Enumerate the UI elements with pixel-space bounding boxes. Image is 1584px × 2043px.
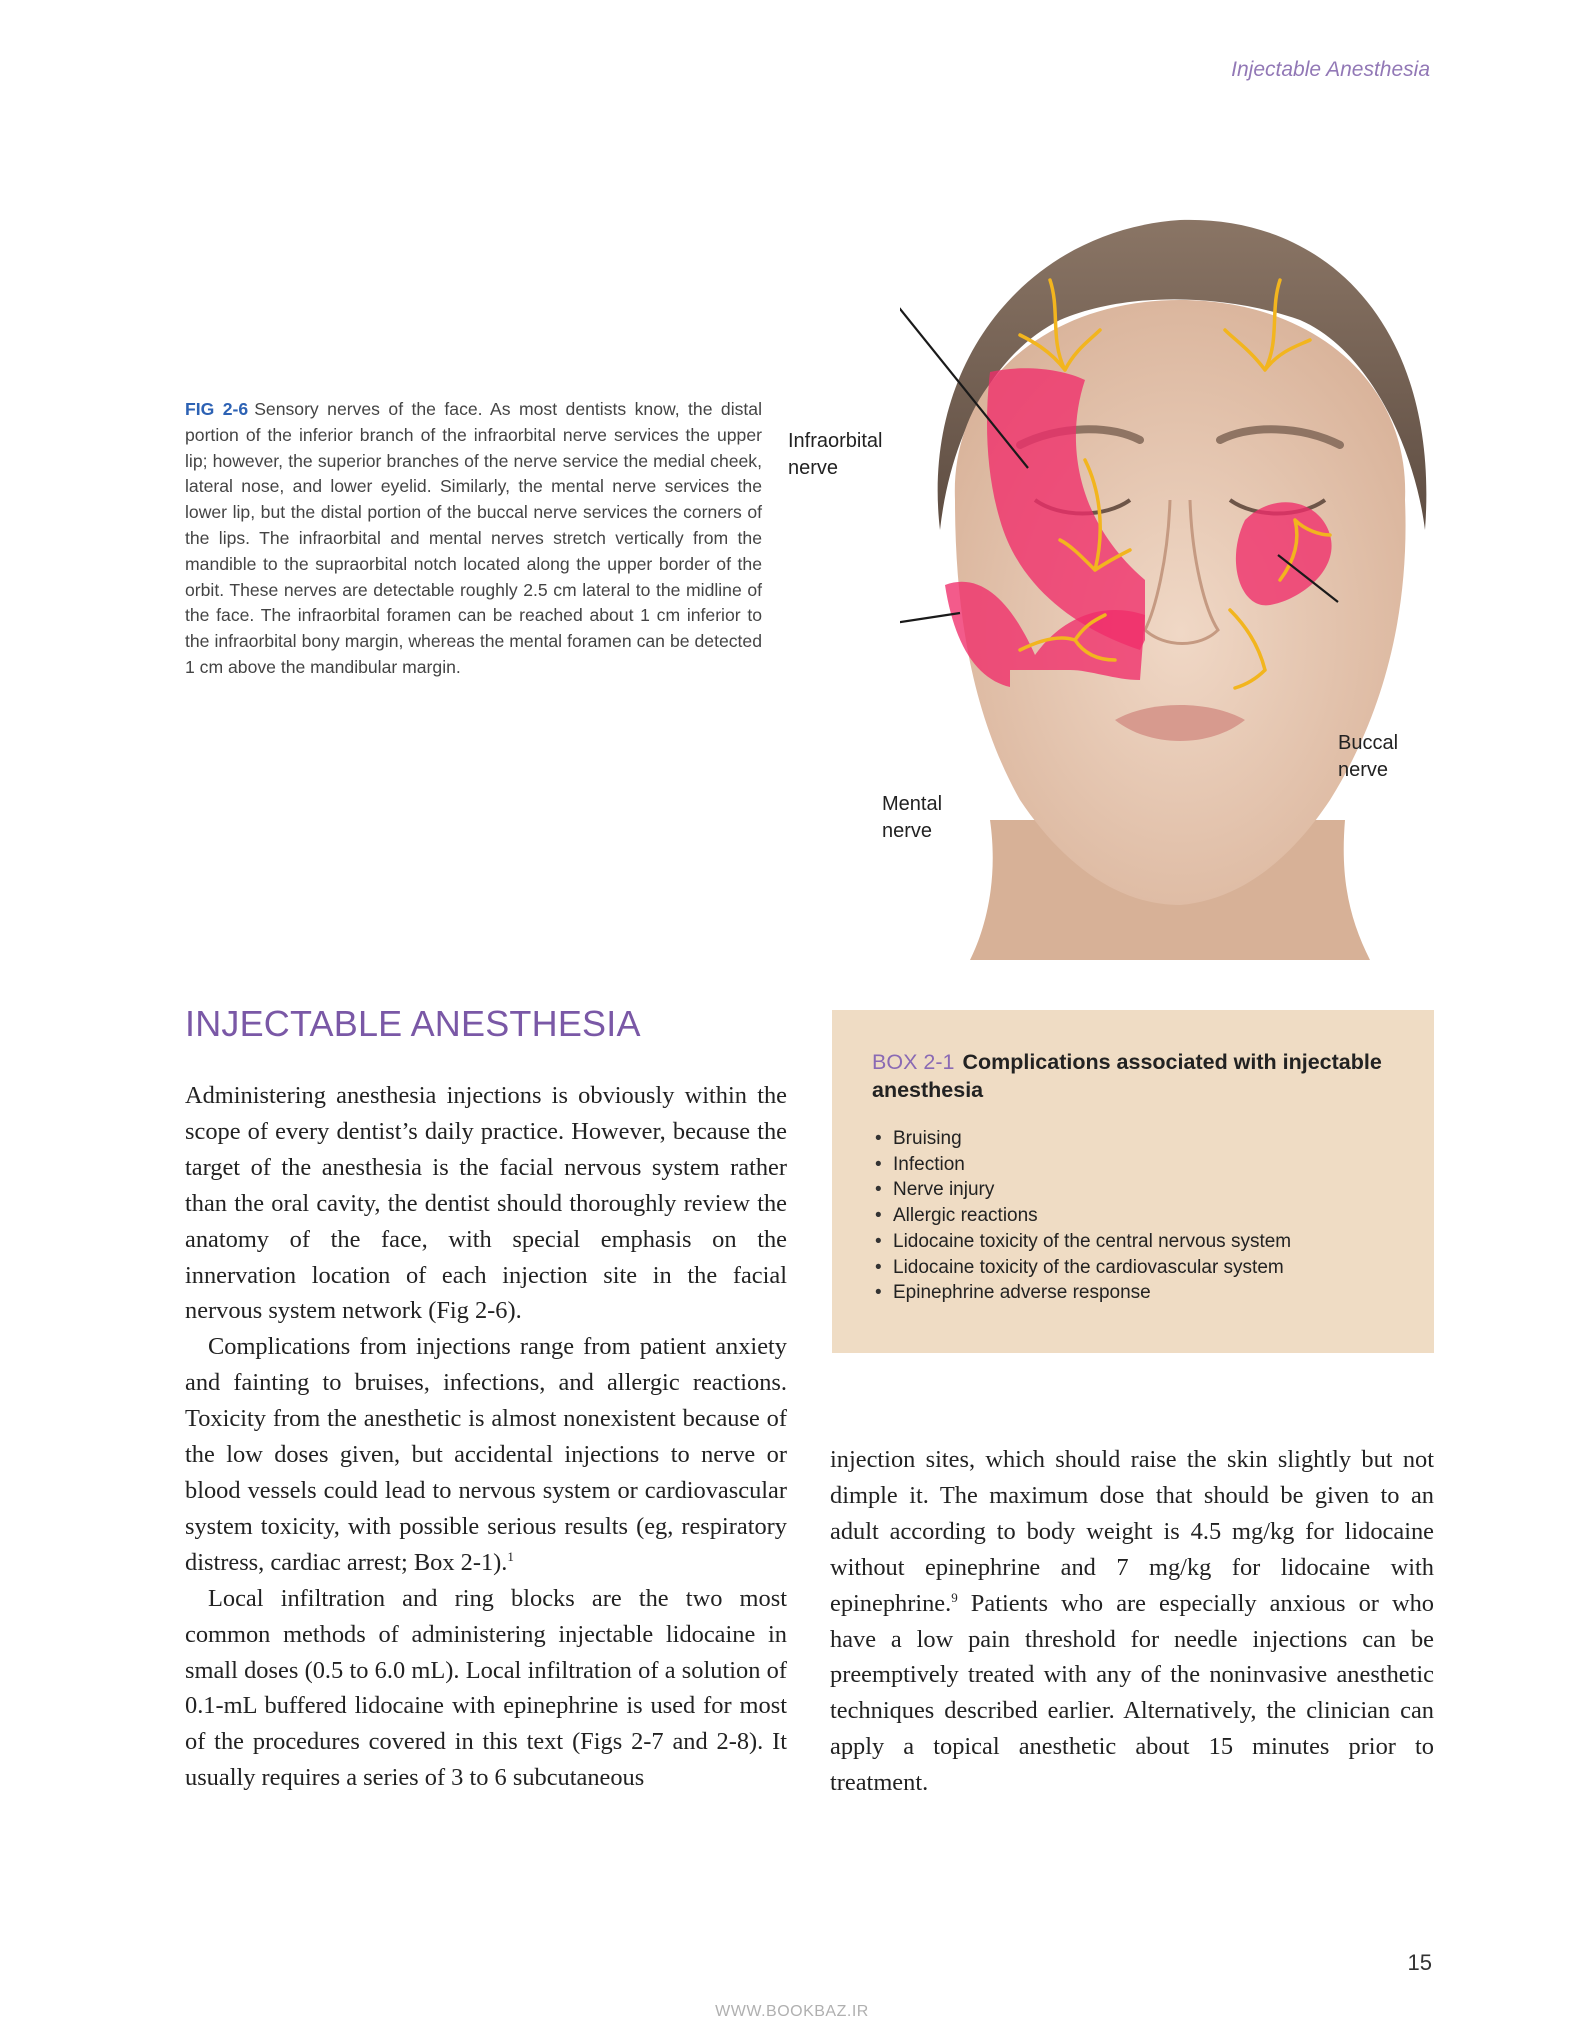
box-list-item: • Nerve injury xyxy=(872,1177,1394,1203)
box-list-item: • Bruising xyxy=(872,1126,1394,1152)
body-paragraph-2 xyxy=(185,1329,787,1580)
callout-mental xyxy=(882,791,942,845)
body-paragraph-4-text-b: Patients who are especially anxious or who have a low pain threshold for needle injections can be preemptively treated with any of the noninvasive anesthetic techniques described earlier. Alternatively, the clinician can apply a topical anesthetic about 15 minutes prior to treatment. xyxy=(830,1589,1434,1797)
section-heading: INJECTABLE ANESTHESIA xyxy=(185,1003,641,1044)
running-head: Injectable Anesthesia xyxy=(1231,58,1430,81)
box-title xyxy=(872,1048,1394,1104)
figure-caption xyxy=(185,397,762,681)
figure-caption-text: Sensory nerves of the face. As most dentists know, the distal portion of the inferior branch of the infraorbital nerve services the upper lip; however, the superior branches of the nerve service the medial cheek, lateral nose, and lower eyelid. Similarly, the mental nerve services the lower lip, but the distal portion of the buccal nerve services the corners of the lips. The infraorbital and mental nerves stretch vertically from the mandible to the supraorbital notch located along the upper border of the orbit. These nerves are detectable roughly 2.5 cm lateral to the midline of the face. The infraorbital foramen can be reached about 1 cm inferior to the infraorbital bony margin, whereas the mental foramen can be detected 1 cm above the mandibular margin. xyxy=(185,399,762,677)
callout-buccal-line2: nerve xyxy=(1338,759,1389,781)
box-list-item: • Lidocaine toxicity of the cardiovascular system xyxy=(872,1255,1394,1281)
figure-label: FIG 2-6 xyxy=(185,399,249,419)
callout-mental-line1: Mental xyxy=(882,793,943,815)
reference-superscript: 9 xyxy=(951,1589,958,1605)
callout-buccal-line1: Buccal xyxy=(1338,732,1399,754)
box-list-item: • Lidocaine toxicity of the central nervous system xyxy=(872,1229,1394,1255)
callout-infraorbital-line1: Infraorbital xyxy=(788,430,883,452)
callout-infraorbital-line2: nerve xyxy=(788,457,839,479)
box-label: BOX 2-1 xyxy=(872,1050,955,1074)
box-2-1 xyxy=(832,1010,1434,1353)
body-paragraph-1: Administering anesthesia injections is obviously within the scope of every dentist’s daily practice. However, because the target of the anesthesia is the facial nervous system rather than the oral cavity, the dentist should thoroughly review the anatomy of the face, with special emphasis on the innervation location of each injection site in the facial nervous system network (Fig 2-6). xyxy=(185,1082,787,1325)
watermark: WWW.BOOKBAZ.IR xyxy=(715,2003,869,2020)
box-list-item: • Allergic reactions xyxy=(872,1203,1394,1229)
body-paragraph-2-text: Complications from injections range from patient anxiety and fainting to bruises, infections, and allergic reactions. Toxicity from the anesthetic is almost nonexistent because of the low doses given, but accidental injections to nerve or blood vessels could lead to nervous system or cardiovascular system toxicity, with possible serious results (eg, respiratory distress, cardiac arrest; Box 2-1). xyxy=(185,1333,787,1576)
box-list-item: • Infection xyxy=(872,1152,1394,1178)
body-column-left xyxy=(185,1078,787,1796)
body-paragraph-3: Local infiltration and ring blocks are the two most common methods of administering injectable lidocaine in small doses (0.5 to 6.0 mL). Local infiltration of a solution of 0.1-mL buffered lidocaine with epinephrine is used for most of the procedures covered in this text (Figs 2-7 and 2-8). It usually requires a series of 3 to 6 subcutaneous xyxy=(185,1584,787,1792)
box-list xyxy=(872,1126,1394,1306)
body-paragraph-4-text-a: injection sites, which should raise the skin slightly but not dimple it. The maximum dose that should be given to an adult according to body weight is 4.5 mg/kg for lidocaine without epinephrine and 7 mg/kg for lidocaine with epinephrine. xyxy=(830,1446,1434,1617)
callout-mental-line2: nerve xyxy=(882,820,933,842)
mental-leader xyxy=(900,613,960,630)
face-nerve-illustration xyxy=(900,200,1456,960)
body-paragraph-4 xyxy=(830,1442,1434,1801)
callout-buccal xyxy=(1338,730,1398,784)
page-number: 15 xyxy=(1407,1950,1432,1975)
reference-superscript: 1 xyxy=(507,1548,514,1564)
callout-infraorbital xyxy=(788,428,883,482)
body-column-right xyxy=(830,1442,1434,1801)
box-list-item: • Epinephrine adverse response xyxy=(872,1280,1394,1306)
box-title-text: Complications associated with injectable anesthesia xyxy=(872,1050,1382,1102)
